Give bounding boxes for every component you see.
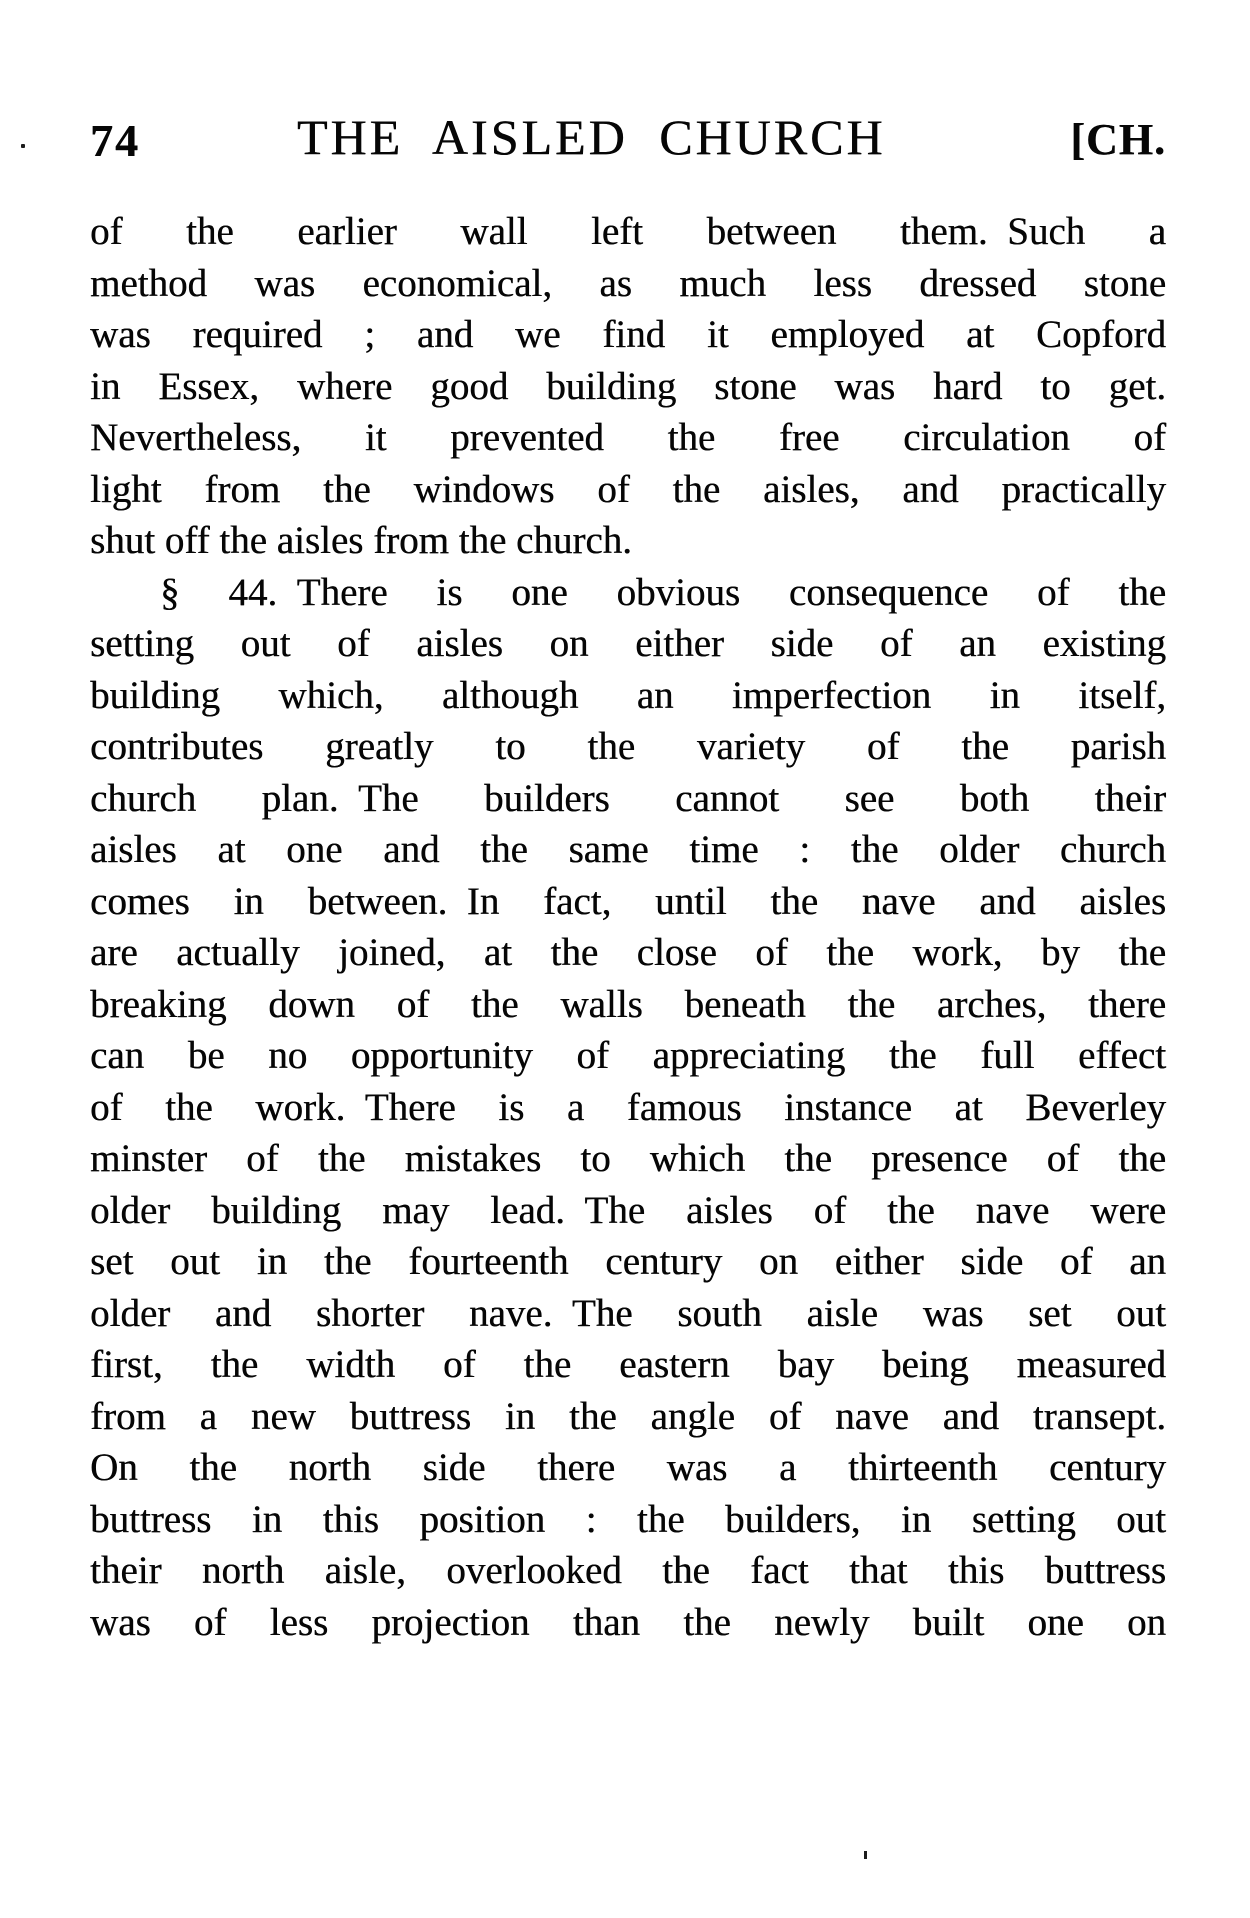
text-line: light from the windows of the aisles, and practically — [90, 467, 1166, 511]
chapter-marker: [CH. — [1070, 115, 1166, 164]
paragraph — [90, 567, 1166, 1649]
text-line: from a new buttress in the angle of nave and transept. — [90, 1394, 1166, 1438]
running-title: THE AISLED CHURCH — [296, 109, 886, 165]
text-block — [90, 206, 1166, 1648]
text-line: first, the width of the eastern bay being measured — [90, 1343, 1166, 1386]
text-line: contributes greatly to the variety of the parish — [90, 725, 1166, 768]
text-line: are actually joined, at the close of the work, by the — [90, 931, 1166, 974]
text-line: On the north side there was a thirteenth century — [90, 1446, 1166, 1489]
page-header — [90, 108, 1166, 164]
text-line: in Essex, where good building stone was hard to get. — [90, 364, 1166, 408]
text-line: breaking down of the walls beneath the arches, there — [90, 982, 1166, 1026]
scan-artifact-dot — [21, 144, 25, 148]
text-line: Nevertheless, it prevented the free circulation of — [90, 416, 1166, 459]
text-line: method was economical, as much less dressed stone — [90, 261, 1166, 305]
text-line: buttress in this position : the builders, in setting out — [90, 1497, 1166, 1541]
page-number: 74 — [90, 115, 140, 166]
text-line: of the earlier wall left between them. Such a — [90, 210, 1166, 253]
paragraph — [90, 206, 1166, 567]
text-line: their north aisle, overlooked the fact that this buttress — [90, 1549, 1166, 1592]
text-line: set out in the fourteenth century on either side of an — [90, 1240, 1166, 1283]
text-line: setting out of aisles on either side of an existing — [90, 622, 1166, 665]
text-line: was required ; and we find it employed at Copford — [90, 313, 1166, 356]
text-line: minster of the mistakes to which the presence of the — [90, 1137, 1166, 1180]
text-line: older and shorter nave. The south aisle was set out — [90, 1291, 1166, 1335]
text-line: comes in between. In fact, until the nave and aisles — [90, 879, 1166, 923]
text-line: was of less projection than the newly built one on — [90, 1600, 1166, 1644]
text-line: aisles at one and the same time : the older church — [90, 828, 1166, 871]
text-line: shut off the aisles from the church. — [90, 519, 632, 562]
scan-artifact-dot — [864, 1851, 867, 1859]
text-line: church plan. The builders cannot see both their — [90, 776, 1166, 820]
text-line: building which, although an imperfection in itself, — [90, 673, 1166, 717]
text-line: § 44. There is one obvious consequence of the — [160, 570, 1166, 614]
text-line: can be no opportunity of appreciating the full effect — [90, 1034, 1166, 1077]
text-line: older building may lead. The aisles of the nave were — [90, 1188, 1166, 1232]
text-line: of the work. There is a famous instance at Beverley — [90, 1085, 1166, 1129]
